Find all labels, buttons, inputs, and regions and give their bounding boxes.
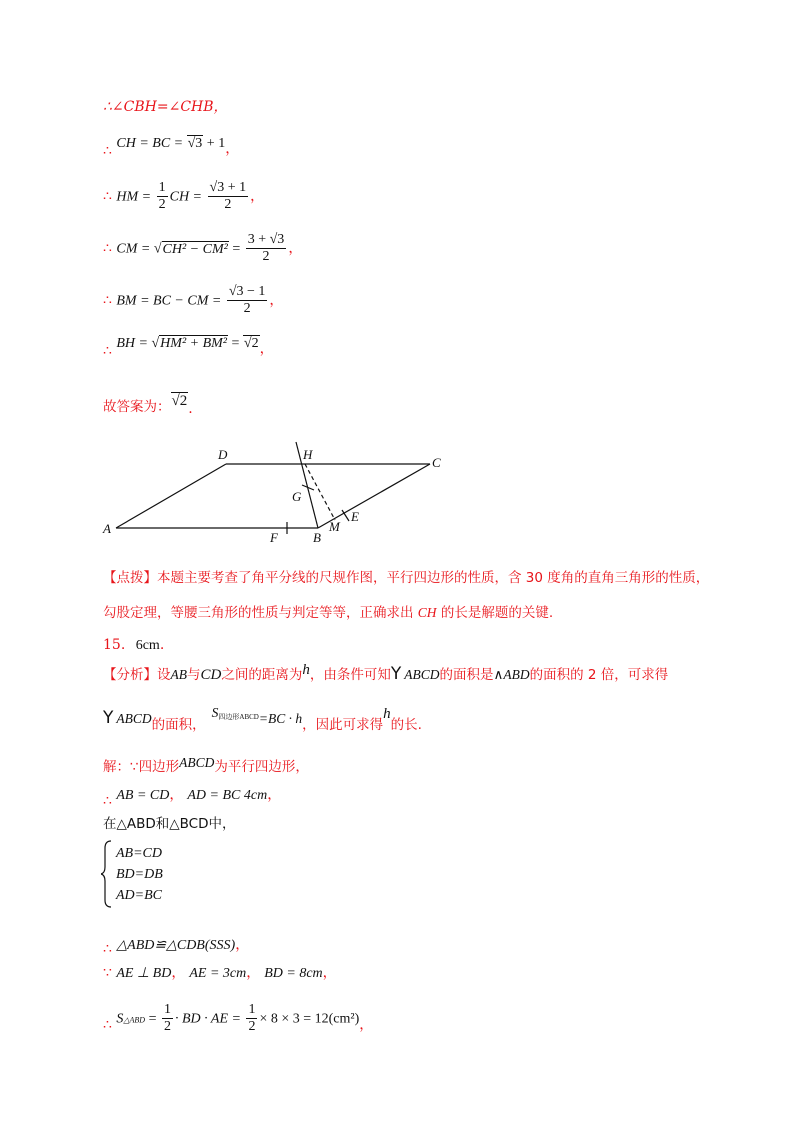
ch-bc-text: CH = BC = [116, 136, 187, 151]
label-d: D [218, 447, 228, 462]
dianbo-text2a: 勾股定理，等腰三角形的性质与判定等等，正确求出 [103, 605, 418, 621]
text: 与 [187, 667, 201, 683]
fenxi-line1 [103, 662, 669, 684]
system-eq2: BD=DB [116, 867, 163, 882]
sqrt2: √2 [243, 336, 259, 351]
step-hm [103, 180, 264, 213]
text: 四边形 [138, 759, 180, 775]
therefore-symbol: ∴ [103, 941, 112, 957]
numerator: √3 − 1 [227, 284, 268, 301]
therefore-symbol: ∴ [103, 143, 112, 159]
area-formula: =BC · h [258, 711, 303, 726]
ch-text: CH = [169, 189, 206, 205]
equals: = [228, 241, 244, 257]
text: 的长. [390, 717, 422, 733]
area-s: S [211, 705, 219, 720]
ae-length: AE = 3cm [189, 966, 247, 981]
dianbo-ch: CH [417, 605, 437, 620]
denominator: 2 [248, 1019, 256, 1035]
comma: ， [213, 99, 228, 115]
denominator: 2 [158, 197, 166, 213]
fenxi-tag: 【分析】 [103, 667, 157, 683]
text: 设 [157, 667, 171, 683]
abcd: ABCD [404, 667, 440, 682]
h-var: h [302, 662, 310, 678]
answer-line [103, 393, 193, 417]
fraction-half [162, 1002, 173, 1035]
jie: 解： [103, 759, 130, 775]
label-a: A [103, 521, 111, 536]
comma: ， [246, 965, 261, 981]
therefore-symbol: ∴ [103, 188, 112, 205]
triangle-symbol: ∧ [493, 667, 504, 682]
bh-text: BH = [116, 336, 152, 351]
step-angle-equality [103, 100, 228, 114]
solution-line2 [103, 787, 282, 809]
period: . [188, 401, 193, 417]
therefore-symbol: ∴ [103, 793, 112, 809]
step-cm [103, 232, 302, 265]
abd: ABD [503, 667, 530, 682]
abcd: ABCD [179, 755, 215, 770]
q15-number: 15. [103, 637, 126, 653]
denominator: 2 [243, 301, 251, 317]
numerator: 1 [157, 180, 168, 197]
comma: ， [359, 1016, 374, 1033]
label-e: E [351, 509, 359, 524]
ab: AB [170, 667, 187, 682]
text: 的面积的 2 倍，可求得 [529, 667, 669, 683]
hm-text: HM = [116, 189, 155, 205]
ad-bc: AD = BC 4cm [187, 788, 268, 803]
plus-one: + 1 [203, 136, 226, 151]
system-eq1: AB=CD [116, 846, 162, 861]
fraction-half [246, 1002, 257, 1035]
step-ch-equals-bc [103, 136, 240, 159]
period: . [159, 637, 165, 653]
denominator: 2 [262, 249, 270, 265]
parallelogram-figure [0, 430, 800, 550]
therefore-symbol: ∴ [103, 292, 112, 309]
numerator: 1 [246, 1002, 257, 1019]
cm-text: CM = [116, 241, 154, 257]
solution-line6 [103, 1002, 373, 1035]
therefore-symbol: ∴ [103, 1016, 112, 1033]
comma: ， [169, 787, 184, 803]
answer-sqrt2: √2 [171, 393, 188, 409]
label-g: G [292, 489, 302, 504]
dianbo-line1 [103, 572, 709, 586]
denominator: 2 [163, 1019, 171, 1035]
equals: = [145, 1011, 160, 1027]
area-subscript: △ABD [123, 1015, 146, 1025]
label-f: F [270, 530, 278, 545]
step-bh [103, 336, 274, 359]
comma: ， [267, 787, 282, 803]
congruence: △ABD≌△CDB(SSS) [116, 938, 236, 953]
comma: ， [250, 188, 265, 205]
numerator: √3 + 1 [208, 180, 249, 197]
in-triangles-text: 在△ABD和△BCD中， [103, 816, 236, 832]
fenxi-line2 [103, 705, 422, 733]
text: 为平行四边形， [214, 759, 309, 775]
h-var: h [383, 706, 391, 722]
dianbo-text1: 本题主要考查了角平分线的尺规作图，平行四边形的性质，含 30 度角的直角三角形的性质， [157, 570, 710, 586]
area-s: S [116, 1011, 124, 1027]
sqrt-sign: √ [151, 336, 160, 351]
dianbo-tag: 【点拨】 [103, 570, 157, 586]
solution-line1 [103, 755, 309, 775]
ab-cd: AB = CD [116, 788, 170, 803]
fraction-sqrt3-plus-1-over-2 [208, 180, 249, 213]
left-brace [101, 840, 113, 908]
system-eq3: AD=BC [116, 888, 162, 903]
sqrt-sign: √ [153, 241, 162, 257]
text: ，由条件可知 [309, 667, 391, 683]
label-m: M [329, 519, 340, 534]
cd: CD [200, 667, 222, 683]
comma: ， [269, 292, 284, 309]
q15-answer: 6cm [135, 638, 160, 653]
numerator: 3 + √3 [246, 232, 287, 249]
solution-line3 [103, 818, 236, 832]
text: 的面积是 [439, 667, 494, 683]
comma: ， [259, 341, 274, 357]
text: 之间的距离为 [221, 667, 303, 683]
therefore-symbol: ∴ [103, 240, 112, 257]
area-result: × 8 × 3 = 12(cm²) [259, 1011, 360, 1027]
ch2-minus-cm2: CH² − CM² [162, 241, 228, 257]
dianbo-line2 [103, 606, 553, 621]
fraction-half [157, 180, 168, 213]
segment-hm-dashed [305, 464, 335, 520]
text: ，因此可求得 [302, 717, 384, 733]
label-c: C [432, 455, 441, 470]
numerator: 1 [162, 1002, 173, 1019]
parallelogram-symbol: Y [103, 708, 114, 728]
fraction-sqrt3-minus-1-over-2 [227, 284, 268, 317]
answer-label: 故答案为： [103, 399, 171, 415]
comma: ， [288, 240, 303, 257]
label-h: H [303, 447, 313, 462]
denominator: 2 [224, 197, 232, 213]
q15-line [103, 638, 164, 653]
ae-perp-bd: AE ⊥ BD [116, 966, 172, 981]
parallelogram-symbol: Y [390, 664, 402, 684]
abcd: ABCD [116, 711, 152, 726]
because-symbol: ∵ [130, 759, 139, 775]
therefore-symbol: ∴ [103, 343, 112, 359]
comma: ， [225, 141, 240, 157]
equals: = [228, 336, 243, 351]
comma: ， [235, 937, 250, 953]
fraction-3-plus-sqrt3-over-2 [246, 232, 287, 265]
bd-length: BD = 8cm [264, 966, 323, 981]
therefore-symbol: ∴ [103, 99, 112, 115]
solution-line5 [103, 966, 337, 981]
step-bm [103, 284, 283, 317]
dianbo-text2c: 的长是解题的关键. [436, 605, 554, 621]
angle-text: ∠CBH=∠CHB [111, 99, 214, 115]
bd-ae-text: · BD · AE = [174, 1011, 245, 1027]
label-b: B [313, 530, 321, 545]
comma: ， [171, 965, 186, 981]
because-symbol: ∵ [103, 965, 112, 981]
sqrt3: √3 [187, 136, 203, 151]
solution-line4 [103, 937, 250, 957]
hm2-plus-bm2: HM² + BM² [160, 336, 227, 351]
bm-text: BM = BC − CM = [116, 293, 225, 309]
text: 的面积， [151, 717, 206, 733]
comma: ， [322, 965, 337, 981]
area-subscript: 四边形ABCD [218, 713, 259, 721]
side-da [116, 464, 226, 528]
